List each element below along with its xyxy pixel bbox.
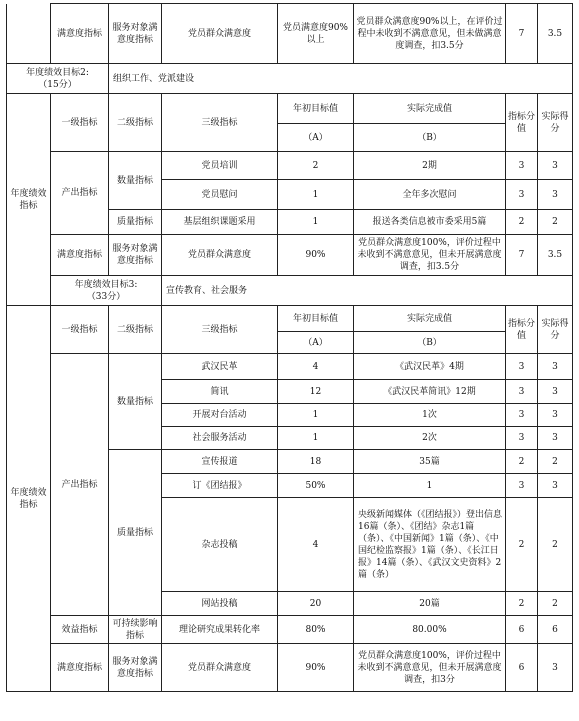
table-row [7, 235, 573, 276]
header-target-sub: （A） [278, 124, 354, 152]
l3-cell: 党员培训 [162, 152, 278, 180]
l3-cell: 社会服务活动 [162, 427, 278, 450]
got-cell: 3 [538, 644, 573, 692]
header-actual: 实际完成值 [354, 306, 506, 332]
target-cell: 1 [278, 427, 354, 450]
l3-cell: 网站投稿 [162, 592, 278, 616]
score-cell: 2 [506, 210, 538, 235]
goal-content: 组织工作、党派建设 [109, 64, 573, 94]
header-got: 实际得分 [538, 306, 573, 354]
header-actual: 实际完成值 [354, 94, 506, 124]
got-cell: 3 [538, 354, 573, 380]
goal-title-line2: （15分） [38, 79, 77, 90]
target-cell: 1 [278, 210, 354, 235]
score-cell: 2 [506, 498, 538, 592]
quality-indicator: 质量指标 [109, 450, 162, 616]
l3-cell: 党员群众满意度 [162, 4, 278, 64]
target-cell: 1 [278, 404, 354, 427]
header-got: 实际得分 [538, 94, 573, 152]
got-cell: 3.5 [538, 235, 573, 276]
target-cell: 4 [278, 498, 354, 592]
table-row [7, 4, 573, 64]
got-cell: 2 [538, 592, 573, 616]
target-cell: 2 [278, 152, 354, 180]
target-cell: 90% [278, 644, 354, 692]
actual-cell: 报送各类信息被市委采用5篇 [354, 210, 506, 235]
header-l2: 二级指标 [109, 94, 162, 152]
goal-title [51, 276, 162, 306]
service-indicator: 服务对象满意度指标 [109, 235, 162, 276]
target-cell: 50% [278, 474, 354, 498]
score-cell: 3 [506, 474, 538, 498]
l3-cell: 订《团结报》 [162, 474, 278, 498]
score-cell: 3 [506, 427, 538, 450]
actual-cell: 央级新闻媒体（《团结报》）登出信息16篇（条）、《团结》杂志1篇（条）、《中国新闻》1篇（条）、《中国纪检监察报》1篇（条）、《长江日报》14篇（条）、《武汉文史资料》2篇（条） [354, 498, 506, 592]
actual-cell: 全年多次慰问 [354, 180, 506, 210]
output-indicator: 产出指标 [51, 152, 109, 235]
output-indicator: 产出指标 [51, 354, 109, 616]
score-cell: 7 [506, 235, 538, 276]
target-cell: 党员满意度90%以上 [278, 4, 354, 64]
category-label: 年度绩效指标 [7, 94, 51, 306]
performance-table [6, 3, 573, 692]
l3-cell: 宣传报道 [162, 450, 278, 474]
target-cell: 1 [278, 180, 354, 210]
actual-cell: 2期 [354, 152, 506, 180]
got-cell: 6 [538, 616, 573, 644]
l3-cell: 开展对台活动 [162, 404, 278, 427]
goal-content: 宣传教育、社会服务 [162, 276, 573, 306]
goal-row [7, 64, 573, 94]
got-cell: 2 [538, 210, 573, 235]
goal-title-line2: （33分） [86, 291, 126, 302]
l3-cell: 基层组织课题采用 [162, 210, 278, 235]
actual-cell: 党员群众满意度90%以上，在评价过程中未收到不满意意见，但未做满意度调查，扣3.5分 [354, 4, 506, 64]
satisfaction-indicator: 满意度指标 [51, 644, 109, 692]
header-l1: 一级指标 [51, 306, 109, 354]
service-indicator: 服务对象满意度指标 [109, 644, 162, 692]
got-cell: 2 [538, 498, 573, 592]
score-cell: 6 [506, 644, 538, 692]
quantity-indicator: 数量指标 [109, 152, 162, 210]
target-cell: 4 [278, 354, 354, 380]
header-l3: 三级指标 [162, 306, 278, 354]
score-cell: 7 [506, 4, 538, 64]
header-score: 指标分值 [506, 94, 538, 152]
category-cell [7, 4, 51, 64]
actual-cell: 《武汉民革》4期 [354, 354, 506, 380]
actual-cell: 35篇 [354, 450, 506, 474]
target-cell: 90% [278, 235, 354, 276]
header-l1: 一级指标 [51, 94, 109, 152]
satisfaction-indicator: 满意度指标 [51, 235, 109, 276]
score-cell: 3 [506, 180, 538, 210]
score-cell: 3 [506, 354, 538, 380]
l3-cell: 杂志投稿 [162, 498, 278, 592]
quality-indicator: 质量指标 [109, 210, 162, 235]
header-row [7, 94, 573, 124]
table-row [7, 152, 573, 180]
actual-cell: 1次 [354, 404, 506, 427]
goal-title-line1: 年度绩效目标3: [74, 279, 138, 290]
l2-cell: 服务对象满意度指标 [109, 4, 162, 64]
header-score: 指标分值 [506, 306, 538, 354]
header-target-sub: （A） [278, 332, 354, 354]
got-cell: 3 [538, 474, 573, 498]
goal-title [7, 64, 109, 94]
l3-cell: 简讯 [162, 380, 278, 404]
l3-cell: 武汉民革 [162, 354, 278, 380]
got-cell: 3 [538, 152, 573, 180]
l3-cell: 党员群众满意度 [162, 644, 278, 692]
actual-cell: 20篇 [354, 592, 506, 616]
goal-title-line1: 年度绩效目标2: [26, 67, 89, 78]
header-target: 年初目标值 [278, 94, 354, 124]
sustain-indicator: 可持续影响指标 [109, 616, 162, 644]
score-cell: 6 [506, 616, 538, 644]
table-row [7, 644, 573, 692]
table-row [7, 354, 573, 380]
score-cell: 2 [506, 450, 538, 474]
table-row [7, 616, 573, 644]
score-cell: 2 [506, 592, 538, 616]
got-cell: 3 [538, 180, 573, 210]
l3-cell: 党员群众满意度 [162, 235, 278, 276]
target-cell: 18 [278, 450, 354, 474]
got-cell: 3 [538, 380, 573, 404]
target-cell: 12 [278, 380, 354, 404]
header-target: 年初目标值 [278, 306, 354, 332]
got-cell: 3.5 [538, 4, 573, 64]
actual-cell: 1 [354, 474, 506, 498]
goal-row [7, 276, 573, 306]
header-row [7, 306, 573, 332]
got-cell: 2 [538, 450, 573, 474]
actual-cell: 2次 [354, 427, 506, 450]
score-cell: 3 [506, 380, 538, 404]
header-l3: 三级指标 [162, 94, 278, 152]
header-actual-sub: （B） [354, 124, 506, 152]
score-cell: 3 [506, 404, 538, 427]
l1-cell: 满意度指标 [51, 4, 109, 64]
header-actual-sub: （B） [354, 332, 506, 354]
actual-cell: 80.00% [354, 616, 506, 644]
category-label: 年度绩效指标 [7, 306, 51, 692]
benefit-indicator: 效益指标 [51, 616, 109, 644]
header-l2: 二级指标 [109, 306, 162, 354]
actual-cell: 党员群众满意度100%，评价过程中未收到不满意意见，但未开展满意度调查，扣3分 [354, 644, 506, 692]
target-cell: 80% [278, 616, 354, 644]
quantity-indicator: 数量指标 [109, 354, 162, 450]
l3-cell: 党员慰问 [162, 180, 278, 210]
target-cell: 20 [278, 592, 354, 616]
l3-cell: 理论研究成果转化率 [162, 616, 278, 644]
actual-cell: 《武汉民革简讯》12期 [354, 380, 506, 404]
got-cell: 3 [538, 427, 573, 450]
score-cell: 3 [506, 152, 538, 180]
got-cell: 3 [538, 404, 573, 427]
actual-cell: 党员群众满意度100%，评价过程中未收到不满意意见，但未开展满意度调查，扣3.5分 [354, 235, 506, 276]
